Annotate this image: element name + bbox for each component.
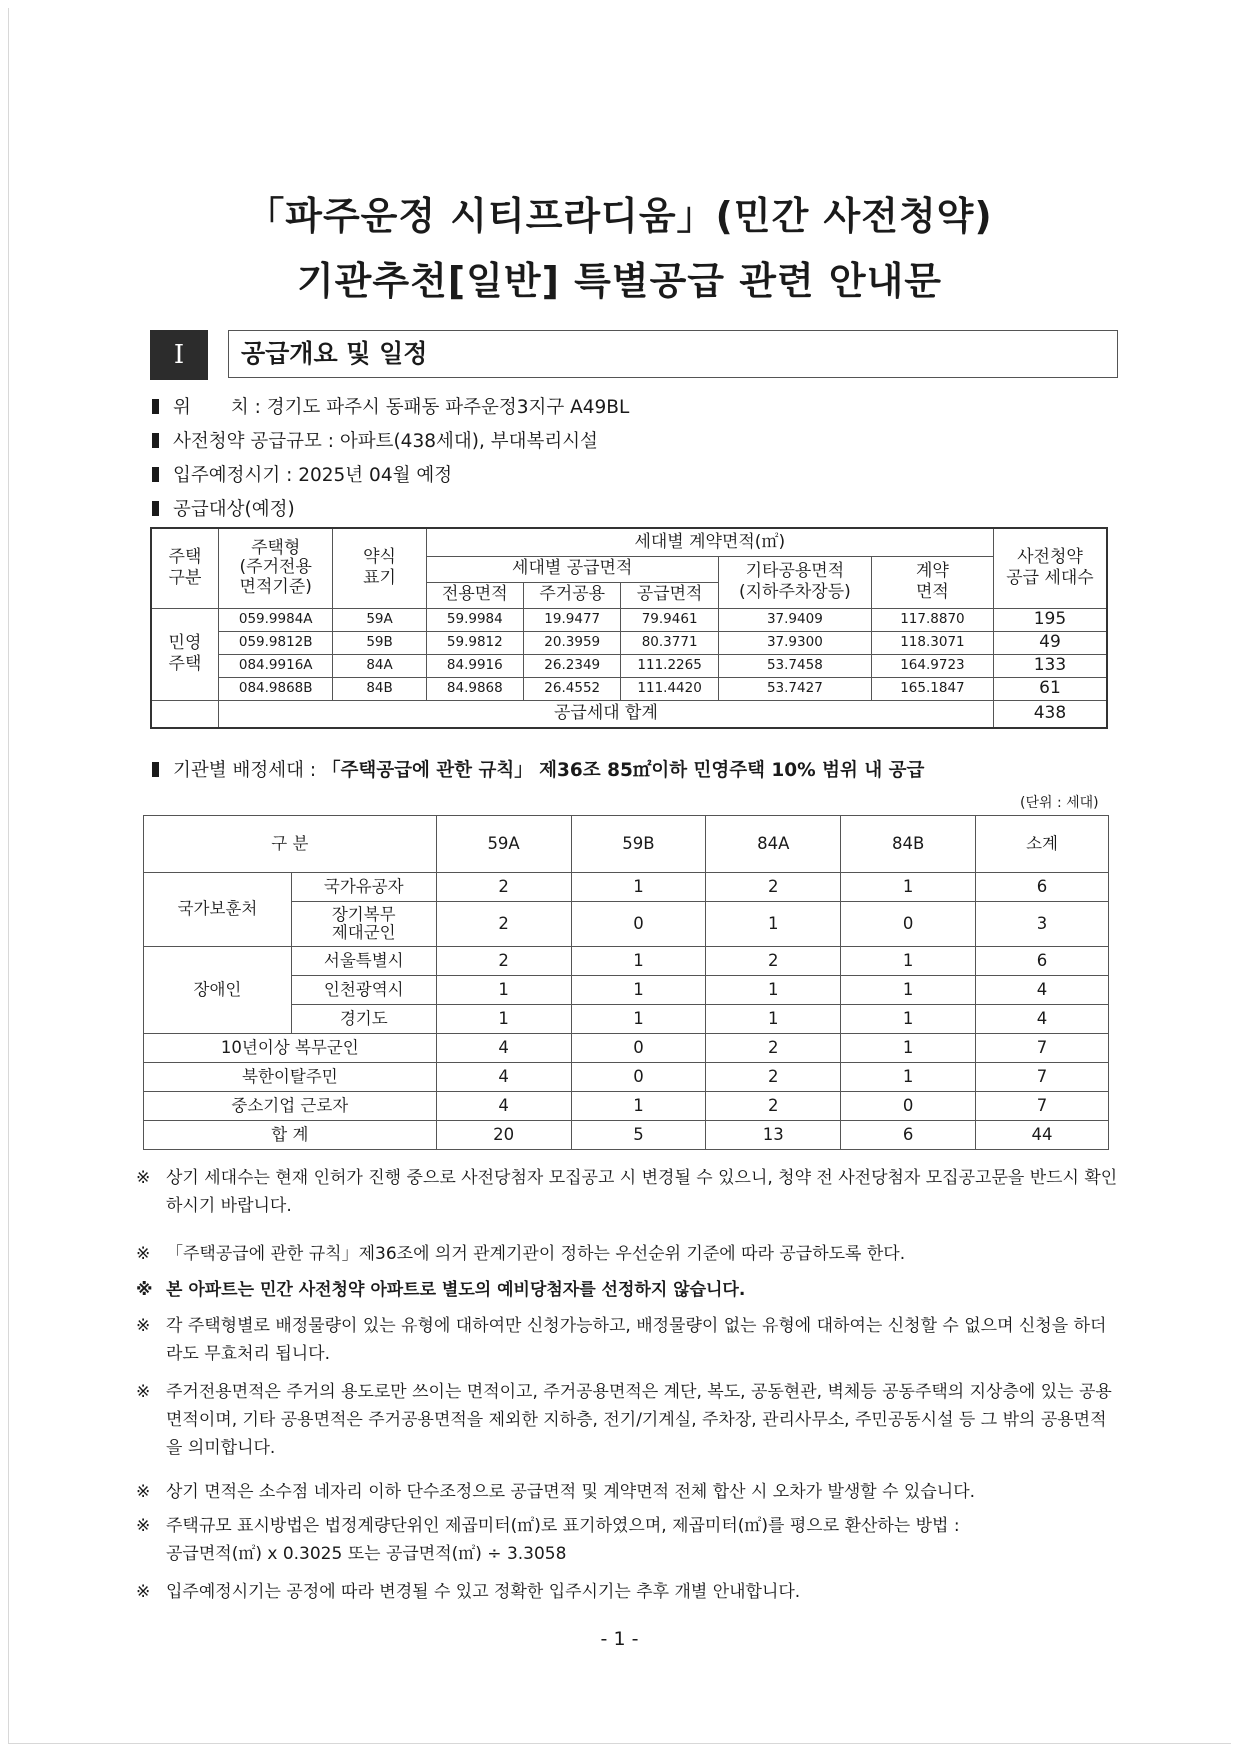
cell-households: 195 xyxy=(993,608,1107,631)
cell-sum: 4 xyxy=(976,976,1109,1005)
note-6: ※ 상기 면적은 소수점 네자리 이하 단수조정으로 공급면적 및 계약면적 전체 합산 시 오차가 발생할 수 있습니다. xyxy=(136,1478,1121,1506)
cell-84b: 1 xyxy=(841,1063,976,1092)
header-exclusive-area: 전용면적 xyxy=(426,582,523,608)
cell-84a: 2 xyxy=(706,873,841,902)
cell-84a: 2 xyxy=(706,1034,841,1063)
cell-sum: 44 xyxy=(976,1121,1109,1150)
row-label: 북한이탈주민 xyxy=(144,1063,437,1092)
cell-common: 20.3959 xyxy=(524,631,621,654)
group-private-housing: 민영 주택 xyxy=(151,608,218,700)
cell-84a: 1 xyxy=(706,902,841,947)
cell-common: 26.2349 xyxy=(524,654,621,677)
reference-mark-icon: ※ xyxy=(136,1382,151,1402)
allocation-intro: 기관별 배정세대 : 「주택공급에 관한 규칙」 제36조 85㎡이하 민영주택 10% 범위 내 공급 xyxy=(152,756,924,782)
cell-59b: 1 xyxy=(571,1005,706,1034)
cell-contract: 165.1847 xyxy=(871,677,993,700)
overview-location: 위 치 : 경기도 파주시 동패동 파주운정3지구 A49BL xyxy=(152,393,629,419)
group-disabled: 장애인 xyxy=(144,947,292,1034)
header-category: 구 분 xyxy=(144,816,437,873)
cell-sum: 7 xyxy=(976,1092,1109,1121)
bullet-square-icon xyxy=(152,433,159,448)
document-title-line-2: 기관추천[일반] 특별공급 관련 안내문 xyxy=(296,259,943,303)
header-59b: 59B xyxy=(571,816,706,873)
cell-abbr: 84B xyxy=(333,677,426,700)
cell-59a: 2 xyxy=(436,873,571,902)
cell-exclusive: 84.9916 xyxy=(426,654,523,677)
cell-exclusive: 84.9868 xyxy=(426,677,523,700)
row-label: 장기복무 제대군인 xyxy=(291,902,436,947)
cell-84a: 2 xyxy=(706,947,841,976)
cell-59b: 1 xyxy=(571,873,706,902)
cell-other: 37.9409 xyxy=(718,608,871,631)
overview-target: 공급대상(예정) xyxy=(152,495,295,521)
cell-84b: 6 xyxy=(841,1121,976,1150)
group-veterans: 국가보훈처 xyxy=(144,873,292,947)
header-contract-area: 세대별 계약면적(㎡) xyxy=(426,528,993,556)
note-5: ※ 주거전용면적은 주거의 용도로만 쓰이는 면적이고, 주거공용면적은 계단, 복도, 공동현관, 벽체등 공동주택의 지상층에 있는 공용면적이며, 기타 공용면적은 주거공용면적을 제외한 지하층, 전기/기계실, 주차장, 관리사무소, 주민공동시설 등 그 밖의 공용면적을 의미합니다. xyxy=(136,1378,1121,1462)
header-residential-common: 주거공용 xyxy=(524,582,621,608)
cell-84a: 1 xyxy=(706,1005,841,1034)
bullet-square-icon xyxy=(152,762,159,777)
cell-84b: 1 xyxy=(841,873,976,902)
cell-sum: 7 xyxy=(976,1063,1109,1092)
header-supply-total: 공급면적 xyxy=(621,582,718,608)
reference-mark-icon: ※ xyxy=(136,1582,151,1602)
allocation-unit: (단위 : 세대) xyxy=(1020,795,1099,811)
cell-exclusive: 59.9812 xyxy=(426,631,523,654)
cell-supply: 79.9461 xyxy=(621,608,718,631)
cell-sum: 7 xyxy=(976,1034,1109,1063)
cell-59a: 1 xyxy=(436,1005,571,1034)
cell-sum: 4 xyxy=(976,1005,1109,1034)
reference-mark-icon: ※ xyxy=(136,1244,151,1264)
section-number: Ⅰ xyxy=(150,330,208,380)
header-house-group: 주택 구분 xyxy=(151,528,218,608)
total-label: 공급세대 합계 xyxy=(218,700,993,728)
cell-84a: 2 xyxy=(706,1092,841,1121)
cell-other: 53.7458 xyxy=(718,654,871,677)
cell-other: 53.7427 xyxy=(718,677,871,700)
header-59a: 59A xyxy=(436,816,571,873)
cell-abbr: 84A xyxy=(333,654,426,677)
row-label: 국가유공자 xyxy=(291,873,436,902)
cell-84b: 1 xyxy=(841,976,976,1005)
section-header xyxy=(150,330,1120,380)
total-value: 438 xyxy=(993,700,1107,728)
cell-households: 49 xyxy=(993,631,1107,654)
header-84b: 84B xyxy=(841,816,976,873)
cell-sum: 6 xyxy=(976,873,1109,902)
cell-sum: 3 xyxy=(976,902,1109,947)
cell-common: 26.4552 xyxy=(524,677,621,700)
page-number: - 1 - xyxy=(600,1628,639,1650)
bullet-square-icon xyxy=(152,467,159,482)
cell-common: 19.9477 xyxy=(524,608,621,631)
document-title-line-1: 「파주운정 시티프라디움」(민간 사전청약) xyxy=(246,194,993,238)
cell-59a: 4 xyxy=(436,1063,571,1092)
header-other-common-area: 기타공용면적 (지하주차장등) xyxy=(718,556,871,608)
bullet-square-icon xyxy=(152,501,159,516)
header-supply-area: 세대별 공급면적 xyxy=(426,556,718,582)
cell-supply: 111.4420 xyxy=(621,677,718,700)
cell-84a: 13 xyxy=(706,1121,841,1150)
reference-mark-icon: ※ xyxy=(136,1168,151,1188)
cell-supply: 111.2265 xyxy=(621,654,718,677)
note-4: ※ 각 주택형별로 배정물량이 있는 유형에 대하여만 신청가능하고, 배정물량이 없는 유형에 대하여는 신청할 수 없으며 신청을 하더라도 무효처리 됩니다. xyxy=(136,1312,1121,1368)
cell-59a: 4 xyxy=(436,1034,571,1063)
row-label: 10년이상 복무군인 xyxy=(144,1034,437,1063)
cell-households: 61 xyxy=(993,677,1107,700)
total-row-label: 합 계 xyxy=(144,1121,437,1150)
reference-mark-icon: ※ xyxy=(136,1482,151,1502)
cell-84b: 0 xyxy=(841,902,976,947)
cell-households: 133 xyxy=(993,654,1107,677)
header-subtotal: 소계 xyxy=(976,816,1109,873)
allocation-table xyxy=(143,815,1109,1150)
row-label: 중소기업 근로자 xyxy=(144,1092,437,1121)
note-2: ※ 「주택공급에 관한 규칙」제36조에 의거 관계기관이 정하는 우선순위 기준에 따라 공급하도록 한다. xyxy=(136,1240,1121,1268)
total-row-spacer xyxy=(151,700,218,728)
cell-59a: 4 xyxy=(436,1092,571,1121)
cell-59b: 0 xyxy=(571,1034,706,1063)
reference-mark-icon: ※ xyxy=(136,1516,151,1536)
cell-84b: 0 xyxy=(841,1092,976,1121)
cell-84a: 2 xyxy=(706,1063,841,1092)
cell-supply: 80.3771 xyxy=(621,631,718,654)
section-title: 공급개요 및 일정 xyxy=(228,330,1118,378)
cell-contract: 164.9723 xyxy=(871,654,993,677)
note-7: ※ 주택규모 표시방법은 법정계량단위인 제곱미터(㎡)로 표기하였으며, 제곱미터(㎡)를 평으로 환산하는 방법 : 공급면적(㎡) x 0.3025 또는 공급면적(㎡) ÷ 3.3058 xyxy=(136,1512,1121,1568)
cell-59b: 1 xyxy=(571,1092,706,1121)
header-84a: 84A xyxy=(706,816,841,873)
note-1: ※ 상기 세대수는 현재 인허가 진행 중으로 사전당첨자 모집공고 시 변경될 수 있으니, 청약 전 사전당첨자 모집공고문을 반드시 확인하시기 바랍니다. xyxy=(136,1164,1121,1220)
header-house-type: 주택형 (주거전용 면적기준) xyxy=(218,528,333,608)
reference-mark-icon: ※ xyxy=(136,1316,151,1336)
overview-move-in: 입주예정시기 : 2025년 04월 예정 xyxy=(152,461,452,487)
cell-84b: 1 xyxy=(841,1005,976,1034)
cell-house-type: 084.9868B xyxy=(218,677,333,700)
cell-sum: 6 xyxy=(976,947,1109,976)
header-abbreviation: 약식 표기 xyxy=(333,528,426,608)
cell-59b: 1 xyxy=(571,947,706,976)
cell-house-type: 084.9916A xyxy=(218,654,333,677)
cell-84a: 1 xyxy=(706,976,841,1005)
cell-abbr: 59A xyxy=(333,608,426,631)
cell-59b: 5 xyxy=(571,1121,706,1150)
bullet-square-icon xyxy=(152,399,159,414)
cell-contract: 118.3071 xyxy=(871,631,993,654)
supply-table xyxy=(150,527,1108,729)
reference-mark-icon: ※ xyxy=(136,1280,153,1300)
cell-59a: 1 xyxy=(436,976,571,1005)
row-label: 인천광역시 xyxy=(291,976,436,1005)
header-households: 사전청약 공급 세대수 xyxy=(993,528,1107,608)
cell-59a: 2 xyxy=(436,902,571,947)
note-3: ※ 본 아파트는 민간 사전청약 아파트로 별도의 예비당첨자를 선정하지 않습니다. xyxy=(136,1276,1121,1304)
cell-abbr: 59B xyxy=(333,631,426,654)
cell-contract: 117.8870 xyxy=(871,608,993,631)
cell-house-type: 059.9984A xyxy=(218,608,333,631)
note-8: ※ 입주예정시기는 공정에 따라 변경될 수 있고 정확한 입주시기는 추후 개별 안내합니다. xyxy=(136,1578,1121,1606)
overview-scale: 사전청약 공급규모 : 아파트(438세대), 부대복리시설 xyxy=(152,427,598,453)
cell-other: 37.9300 xyxy=(718,631,871,654)
row-label: 경기도 xyxy=(291,1005,436,1034)
cell-84b: 1 xyxy=(841,1034,976,1063)
cell-84b: 1 xyxy=(841,947,976,976)
header-contract-total: 계약 면적 xyxy=(871,556,993,608)
cell-59a: 2 xyxy=(436,947,571,976)
cell-59a: 20 xyxy=(436,1121,571,1150)
cell-59b: 0 xyxy=(571,902,706,947)
cell-exclusive: 59.9984 xyxy=(426,608,523,631)
cell-59b: 1 xyxy=(571,976,706,1005)
cell-59b: 0 xyxy=(571,1063,706,1092)
row-label: 서울특별시 xyxy=(291,947,436,976)
cell-house-type: 059.9812B xyxy=(218,631,333,654)
